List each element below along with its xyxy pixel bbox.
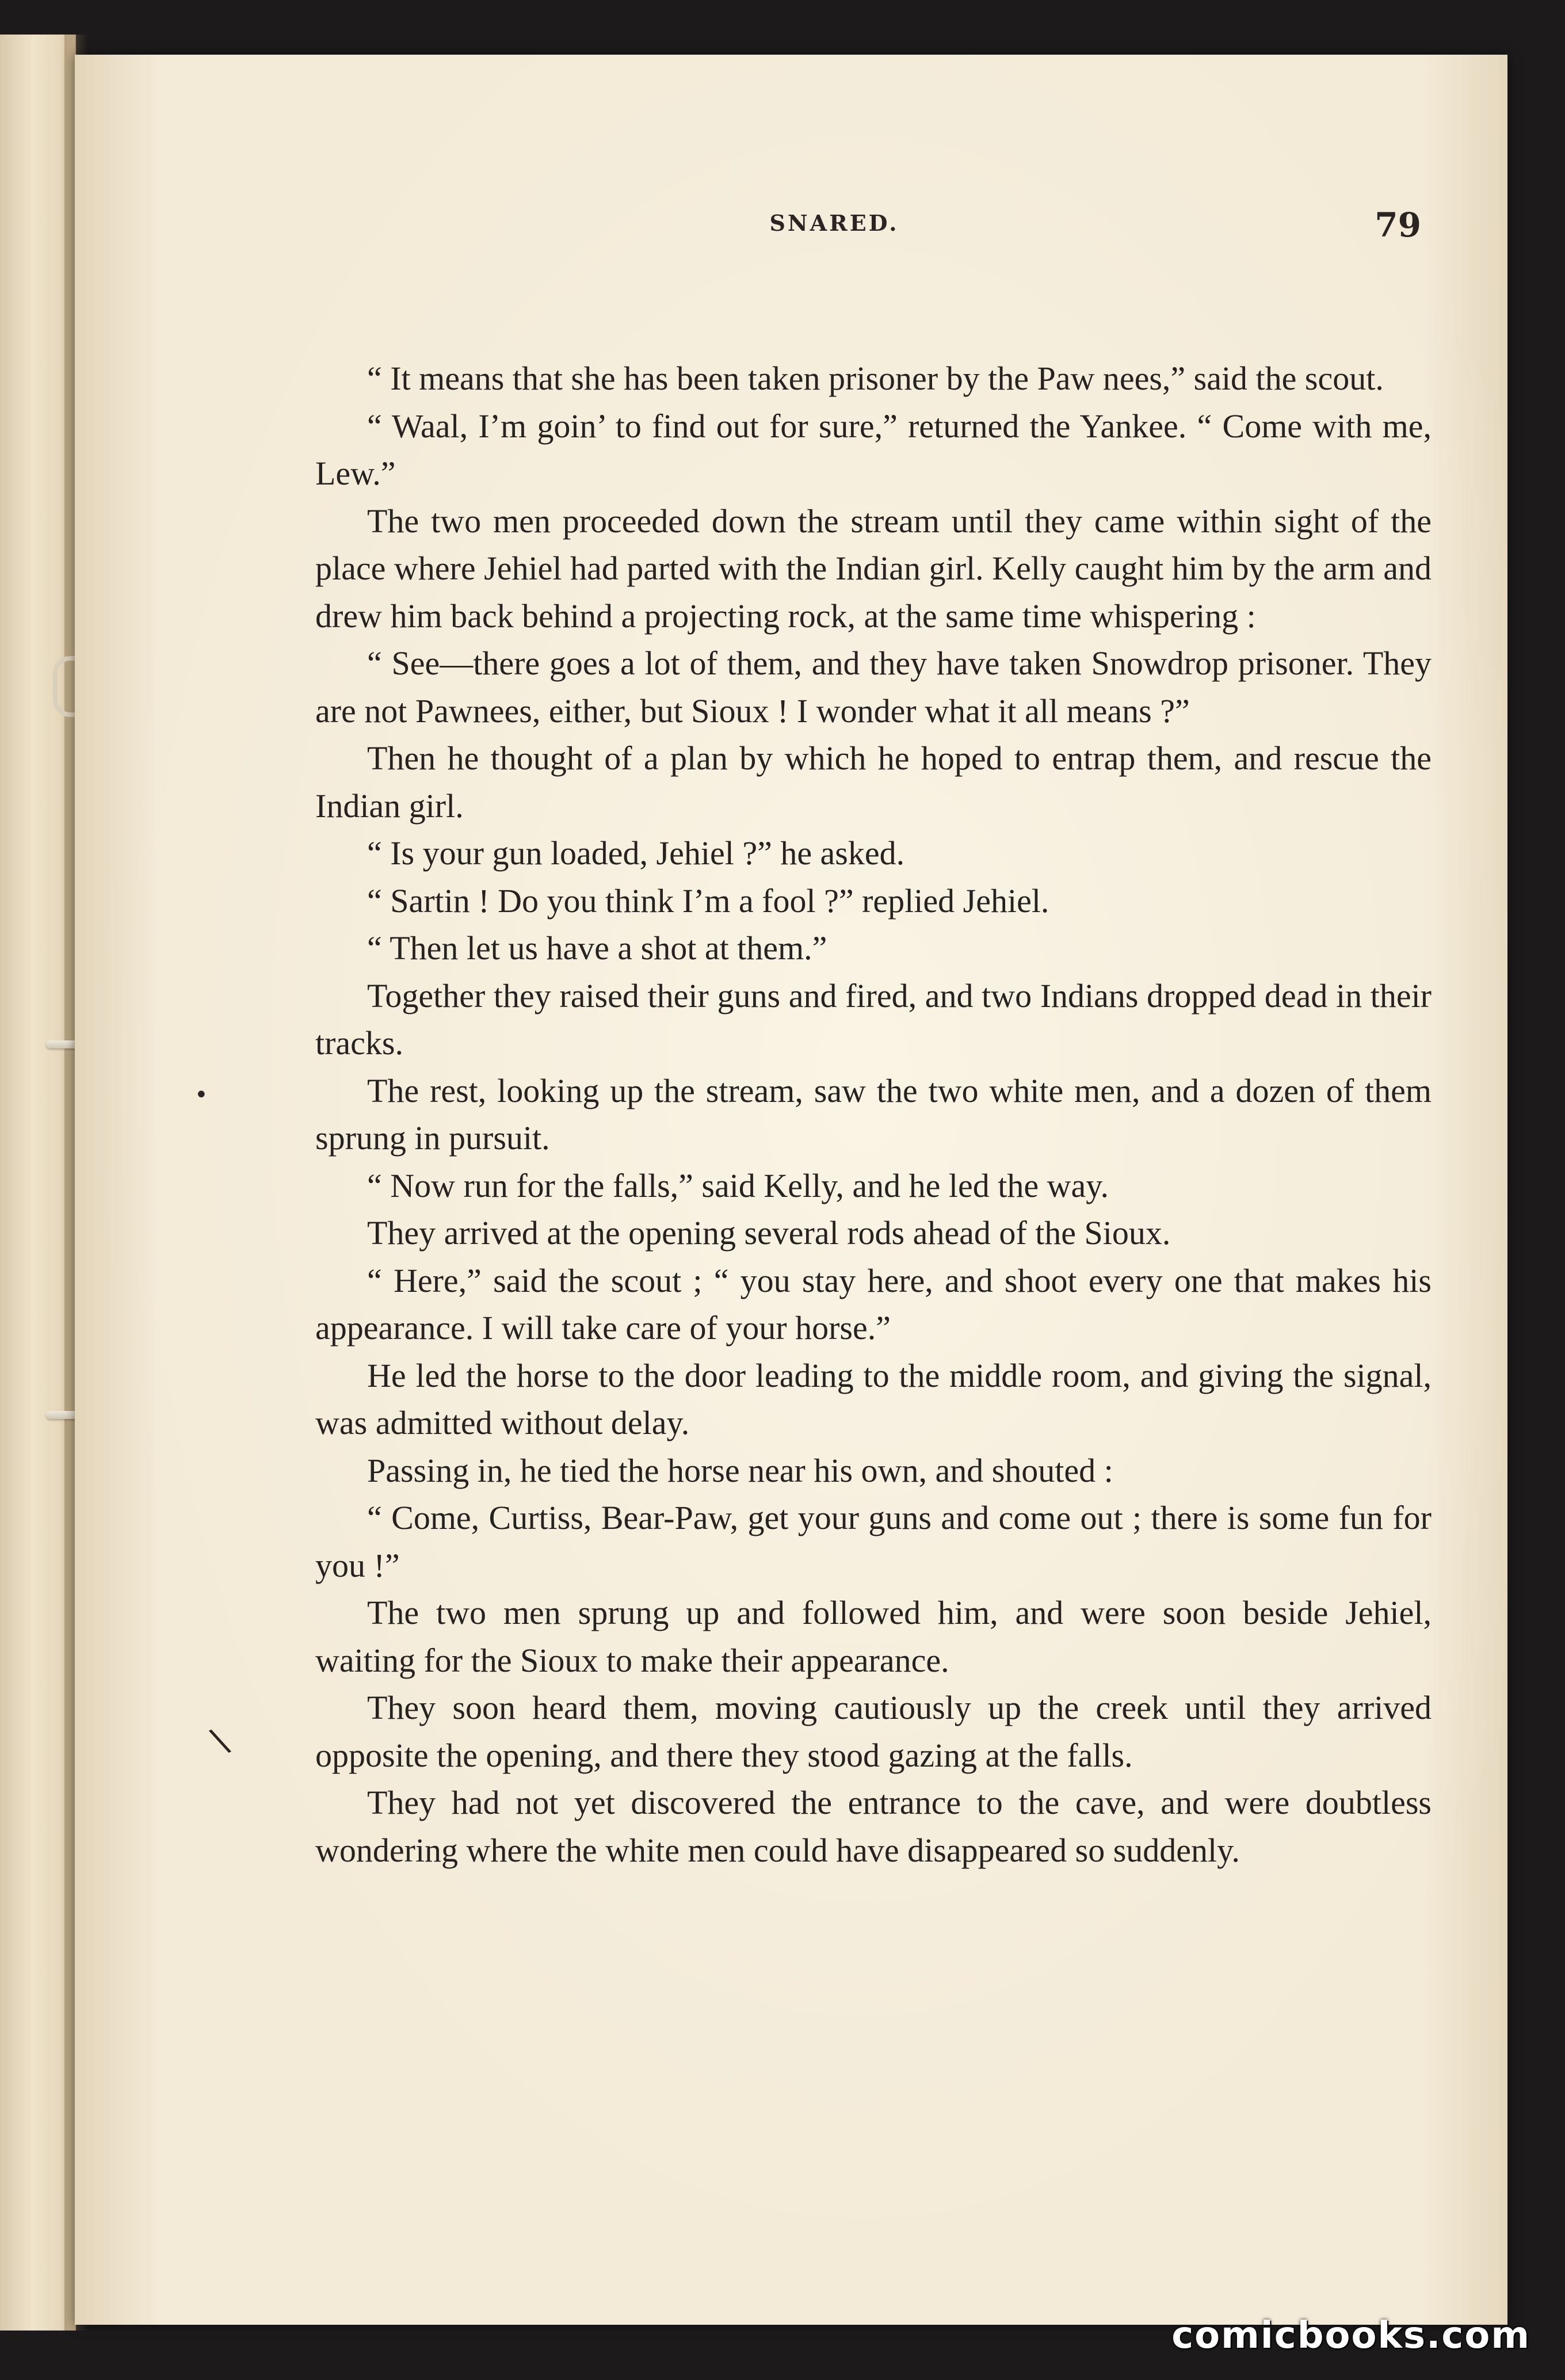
body-text (315, 355, 1432, 1874)
margin-tick-mark: • (194, 1082, 208, 1108)
paragraph: “ It means that she has been taken prisoner by the Paw nees,” said the scout. (367, 360, 1384, 397)
paragraph: They had not yet discovered the entrance to the cave, and were doubtless wondering where the white men could have disappeared so suddenly. (315, 1784, 1432, 1869)
paragraph: The rest, looking up the stream, saw the two white men, and a dozen of them sprung in pursuit. (315, 1071, 1432, 1157)
paragraph: “ Sartin ! Do you think I’m a fool ?” replied Jehiel. (367, 882, 1049, 920)
paragraph: “ Come, Curtiss, Bear-Paw, get your guns and come out ; there is some fun for you !” (315, 1499, 1432, 1584)
running-head: SNARED. (769, 210, 899, 236)
page-header (247, 205, 1421, 256)
paragraph: “ Then let us have a shot at them.” (367, 929, 827, 967)
page-number: 79 (1375, 205, 1421, 245)
paragraph: “ See—there goes a lot of them, and they have taken Snowdrop prisoner. They are not Pawnees, either, but Sioux ! I wonder what it all means ?” (315, 644, 1432, 730)
paragraph: “ Is your gun loaded, Jehiel ?” he asked. (367, 834, 905, 872)
paragraph: He led the horse to the door leading to the middle room, and giving the signal, was admitted without delay. (315, 1356, 1432, 1441)
paragraph: They soon heard them, moving cautiously up the creek until they arrived opposite the opening, and there they stood gazing at the falls. (315, 1689, 1432, 1774)
watermark: comicbooks.com (1171, 2314, 1530, 2357)
paragraph: Together they raised their guns and fired, and two Indians dropped dead in their tracks. (315, 977, 1432, 1062)
paragraph: Passing in, he tied the horse near his own, and shouted : (367, 1451, 1113, 1489)
paragraph: The two men sprung up and followed him, and were soon beside Jehiel, waiting for the Sioux to make their appearance. (315, 1594, 1432, 1679)
paragraph: The two men proceeded down the stream until they came within sight of the place where Jehiel had parted with the Indian girl. Kelly caught him by the arm and drew him back behind a projecting rock, at the same time whispering : (315, 502, 1432, 635)
paragraph: They arrived at the opening several rods ahead of the Sioux. (367, 1214, 1171, 1252)
paragraph: “ Waal, I’m goin’ to find out for sure,” returned the Yankee. “ Come with me, Lew.” (315, 407, 1432, 492)
paragraph: “ Now run for the falls,” said Kelly, and he led the way. (367, 1166, 1109, 1204)
paragraph: Then he thought of a plan by which he hoped to entrap them, and rescue the Indian girl. (315, 739, 1432, 825)
paragraph: “ Here,” said the scout ; “ you stay here, and shoot every one that makes his appearance. I will take care of your horse.” (315, 1261, 1432, 1347)
book-page (75, 55, 1507, 2325)
margin-pencil-mark: \ (206, 1720, 234, 1761)
